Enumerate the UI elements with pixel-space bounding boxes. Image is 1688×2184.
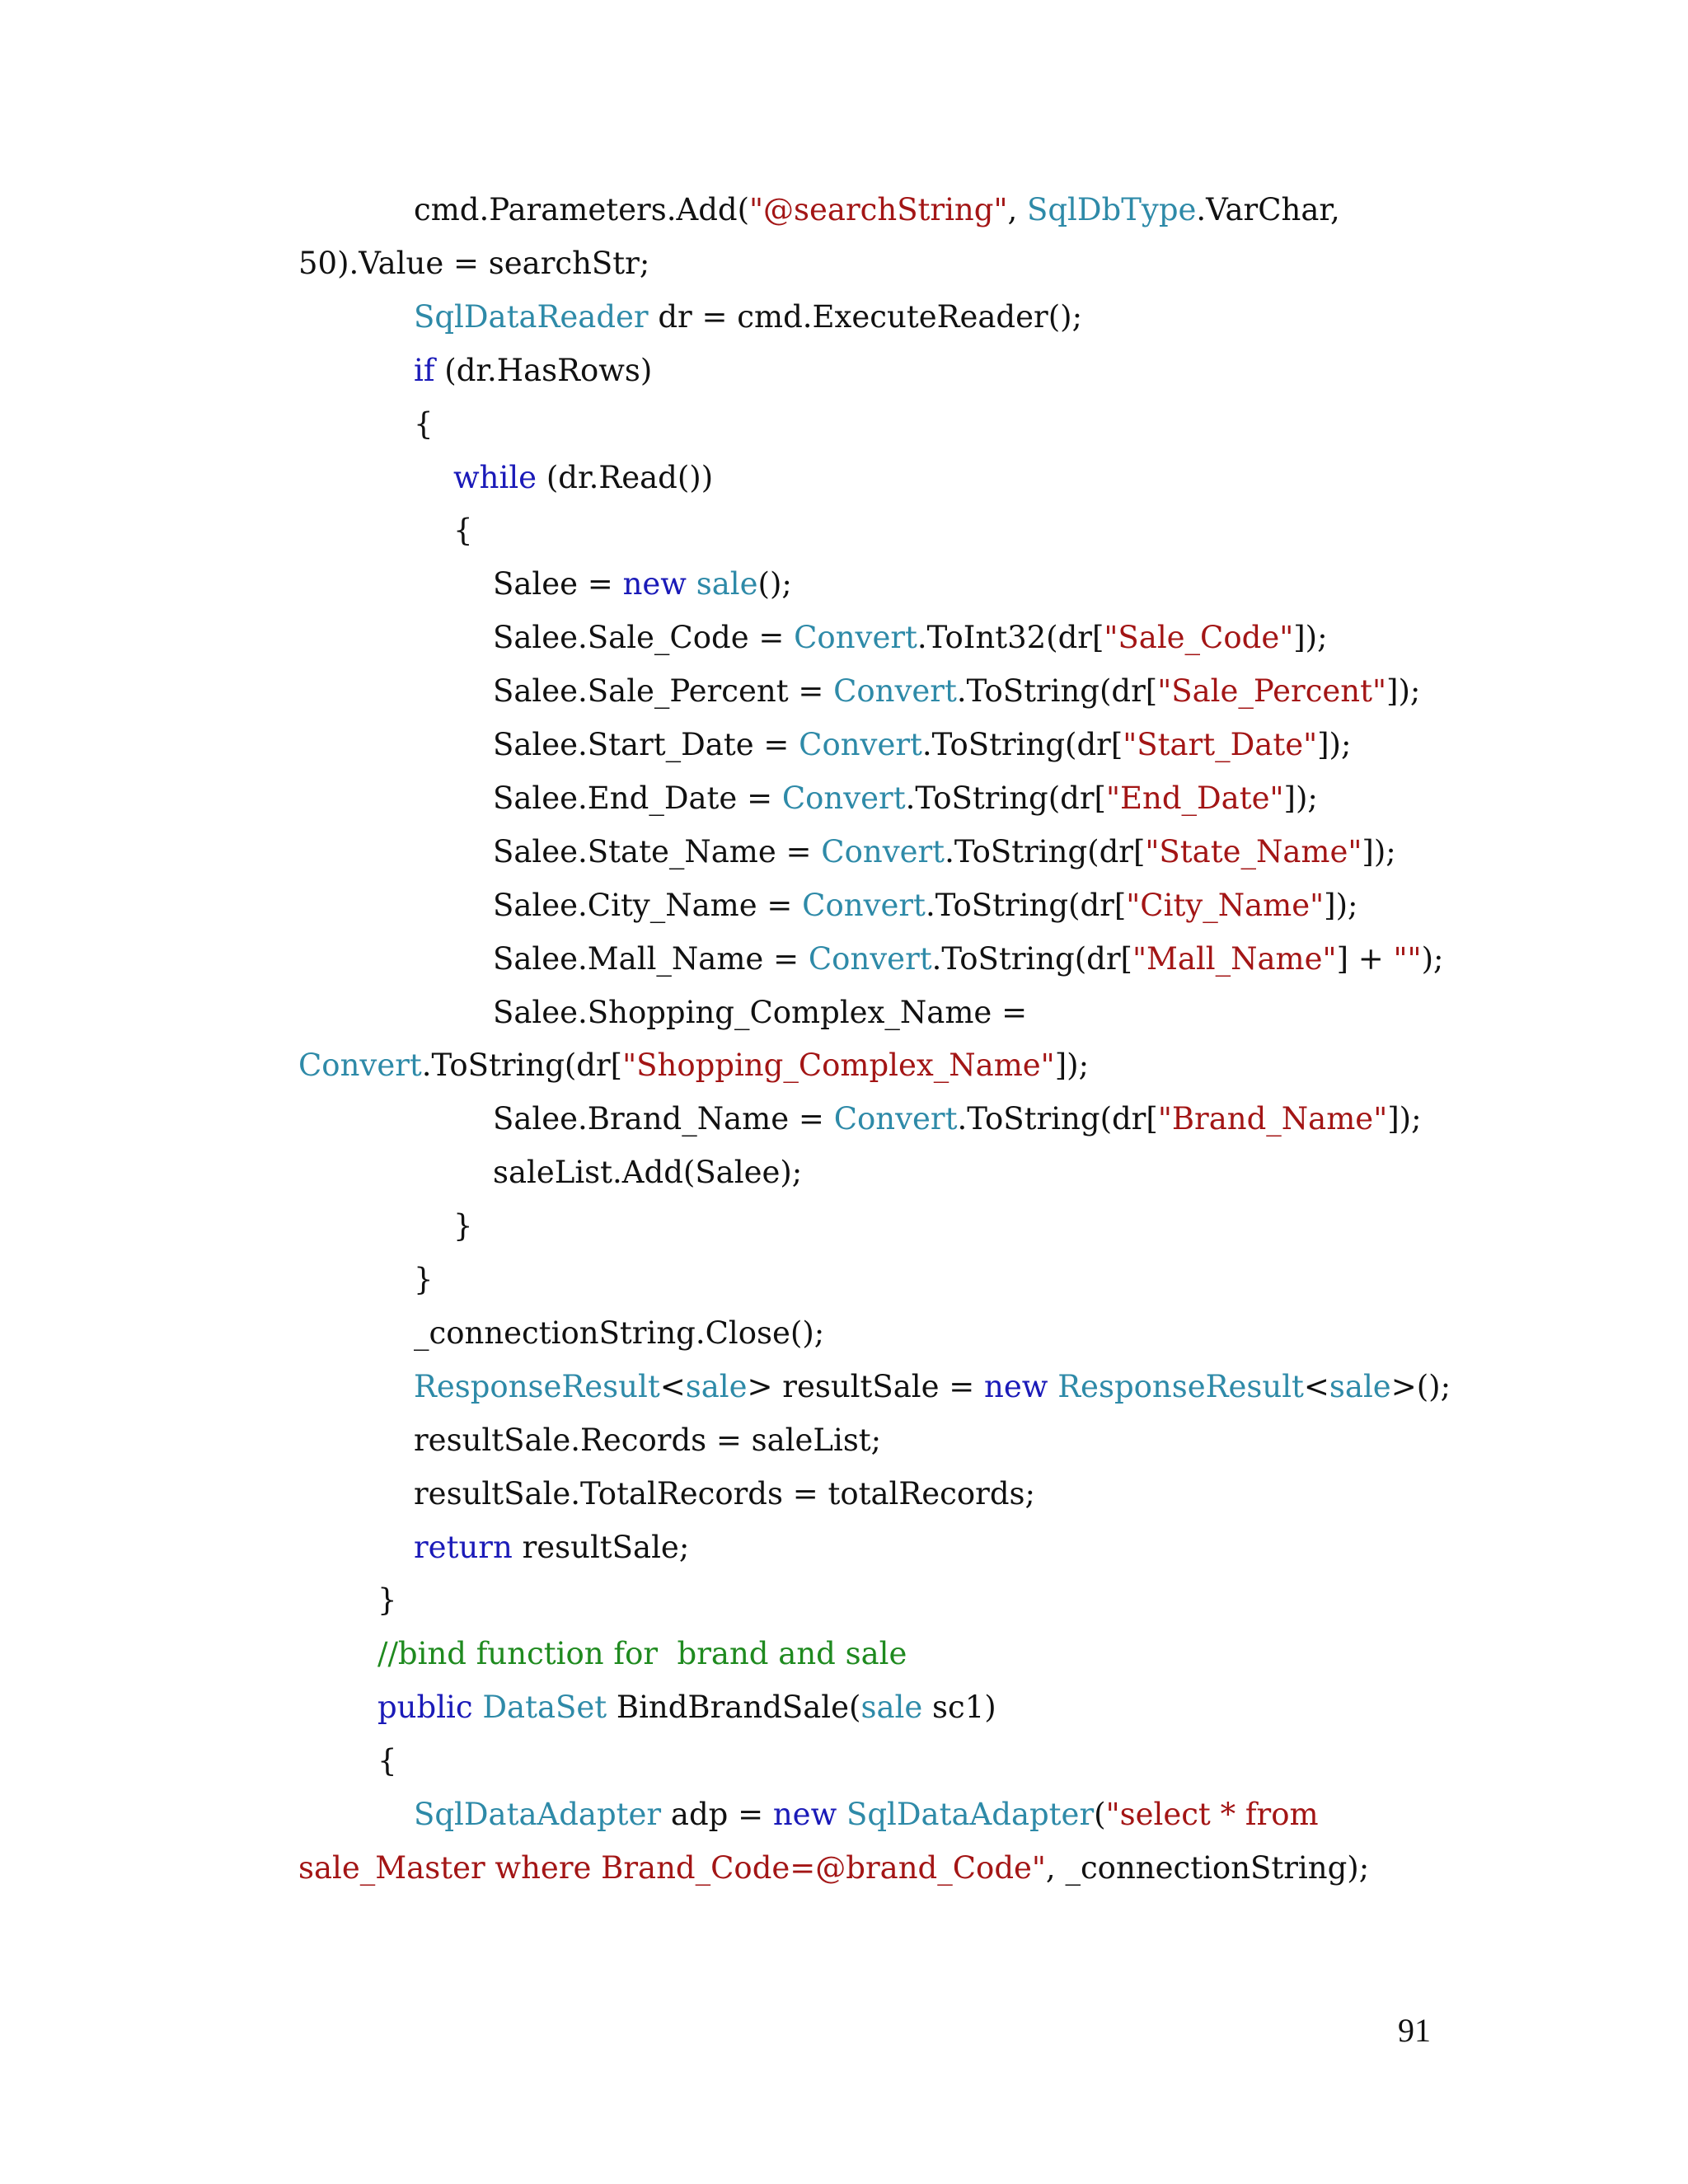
code-token-text: .ToInt32(dr[: [917, 620, 1104, 655]
code-token-text: Salee.City_Name =: [493, 888, 803, 923]
code-token-type: Convert: [833, 673, 957, 709]
code-line: [493, 1157, 802, 1188]
code-token-text: sc1): [922, 1690, 996, 1725]
code-token-text: Salee.End_Date =: [493, 780, 782, 816]
code-token-text: .ToString(dr[: [957, 1101, 1158, 1137]
code-token-string: "Start_Date": [1123, 727, 1318, 762]
code-token-text: resultSale;: [512, 1530, 690, 1565]
code-line: [453, 1208, 473, 1244]
code-token-type: SqlDataAdapter: [414, 1797, 662, 1832]
code-token-keyword: new: [772, 1797, 837, 1832]
code-token-type: ResponseResult: [414, 1369, 660, 1404]
code-line: [377, 1743, 397, 1779]
code-token-text: Salee =: [493, 566, 623, 602]
code-line: [493, 673, 1421, 709]
code-token-text: [837, 1797, 846, 1832]
code-token-text: Salee.Shopping_Complex_Name =: [493, 995, 1028, 1030]
code-line: [377, 1690, 996, 1725]
code-token-string: "@searchString": [749, 192, 1008, 227]
code-token-text: .ToString(dr[: [905, 780, 1106, 816]
code-token-type: sale: [685, 1369, 748, 1404]
code-token-text: resultSale.TotalRecords = totalRecords;: [414, 1476, 1035, 1511]
code-line: [298, 248, 649, 279]
code-line: [493, 941, 1444, 977]
code-token-text: Salee.Sale_Code =: [493, 620, 795, 655]
code-line: [298, 1047, 1090, 1083]
code-line: [493, 1101, 1422, 1137]
code-token-text: cmd.Parameters.Add(: [414, 192, 749, 227]
page-number: 91: [1398, 2012, 1431, 2049]
code-line: [414, 355, 652, 386]
code-token-text: 50).Value = searchStr;: [298, 246, 650, 281]
code-token-text: Salee.Mall_Name =: [493, 941, 809, 977]
code-token-type: Convert: [799, 727, 922, 762]
code-token-string: "Brand_Name": [1157, 1101, 1388, 1137]
code-token-text: {: [453, 513, 473, 548]
code-token-type: Convert: [808, 941, 932, 977]
code-token-type: Convert: [833, 1101, 958, 1137]
code-token-string: "Sale_Percent": [1157, 673, 1387, 709]
code-line: [493, 834, 1396, 869]
code-line: [414, 194, 1340, 225]
code-token-string: "": [1393, 941, 1422, 977]
code-line: [414, 406, 434, 442]
code-token-text: _connectionString.Close();: [414, 1315, 825, 1351]
code-token-string: sale_Master where Brand_Code=@brand_Code": [298, 1850, 1046, 1886]
code-token-text: <: [1303, 1369, 1329, 1404]
code-token-string: "Sale_Code": [1104, 620, 1294, 655]
code-token-text: ]);: [1283, 780, 1318, 816]
code-token-text: saleList.Add(Salee);: [493, 1155, 803, 1190]
code-line: [414, 1476, 1035, 1511]
code-token-text: ]);: [1317, 727, 1352, 762]
code-token-type: SqlDataAdapter: [846, 1797, 1095, 1832]
code-line: [453, 462, 713, 493]
code-line: [414, 1799, 1319, 1830]
code-token-text: .ToString(dr[: [956, 673, 1158, 709]
code-line: [377, 1638, 907, 1669]
code-line: [453, 515, 473, 546]
code-token-keyword: if: [414, 353, 435, 388]
code-token-text: >();: [1390, 1369, 1451, 1404]
code-token-text: {: [414, 406, 434, 442]
code-token-text: > resultSale =: [747, 1369, 985, 1404]
code-token-type: sale: [860, 1690, 923, 1725]
code-token-text: ]);: [1293, 620, 1328, 655]
code-token-text: }: [414, 1262, 434, 1297]
code-token-text: resultSale.Records = saleList;: [414, 1422, 882, 1458]
code-token-text: }: [453, 1208, 473, 1244]
code-line: [414, 1422, 882, 1458]
code-token-type: ResponseResult: [1057, 1369, 1304, 1404]
code-token-text: ]);: [1054, 1047, 1090, 1083]
code-token-keyword: new: [984, 1369, 1048, 1404]
code-line: [414, 299, 1083, 335]
code-token-text: ();: [757, 566, 792, 602]
code-token-string: "select * from: [1105, 1797, 1319, 1832]
code-token-string: "End_Date": [1105, 780, 1284, 816]
code-line: [493, 780, 1318, 816]
code-token-text: , _connectionString);: [1045, 1850, 1370, 1886]
code-token-type: DataSet: [482, 1690, 607, 1725]
code-token-text: {: [377, 1743, 397, 1779]
code-line: [493, 729, 1351, 760]
code-token-text: );: [1421, 941, 1444, 977]
code-token-type: Convert: [794, 620, 917, 655]
code-token-type: sale: [1329, 1369, 1391, 1404]
code-token-type: Convert: [298, 1047, 422, 1083]
code-token-text: Salee.Start_Date =: [493, 727, 799, 762]
code-token-type: Convert: [781, 780, 906, 816]
code-token-text: .ToString(dr[: [421, 1047, 623, 1083]
code-line: [414, 1371, 1451, 1402]
code-token-text: ,: [1007, 192, 1028, 227]
code-token-text: <: [659, 1369, 686, 1404]
code-token-comment: //bind function for brand and sale: [377, 1636, 907, 1671]
code-token-text: [473, 1690, 483, 1725]
code-token-string: "Mall_Name": [1132, 941, 1337, 977]
code-token-text: .ToString(dr[: [925, 888, 1127, 923]
code-token-text: .ToString(dr[: [945, 834, 1146, 869]
code-token-text: (dr.HasRows): [434, 353, 653, 388]
code-token-text: BindBrandSale(: [607, 1690, 861, 1725]
code-token-text: ]);: [1324, 888, 1358, 923]
code-token-text: (dr.Read()): [537, 460, 714, 495]
code-token-text: ] +: [1336, 941, 1394, 977]
code-token-text: ]);: [1386, 673, 1421, 709]
code-line: [414, 1315, 825, 1351]
code-token-type: Convert: [802, 888, 926, 923]
code-token-keyword: public: [377, 1690, 473, 1725]
code-token-keyword: while: [453, 460, 537, 495]
code-token-text: adp =: [661, 1797, 773, 1832]
code-line: [414, 1264, 434, 1295]
code-token-string: "State_Name": [1145, 834, 1362, 869]
code-token-text: .ToString(dr[: [931, 941, 1132, 977]
code-token-text: [1048, 1369, 1057, 1404]
code-token-text: ]);: [1387, 1101, 1422, 1137]
code-token-text: [687, 566, 696, 602]
code-token-text: Salee.Sale_Percent =: [493, 673, 834, 709]
code-token-string: "Shopping_Complex_Name": [622, 1047, 1055, 1083]
code-line: [493, 997, 1027, 1028]
code-line: [493, 622, 1328, 653]
code-token-text: .VarChar,: [1196, 192, 1340, 227]
code-token-text: }: [377, 1582, 397, 1618]
code-token-text: Salee.Brand_Name =: [493, 1101, 834, 1137]
code-token-type: SqlDbType: [1027, 192, 1197, 227]
code-line: [377, 1582, 397, 1618]
code-line: [493, 890, 1358, 921]
code-token-keyword: new: [622, 566, 687, 602]
code-token-text: (: [1094, 1797, 1106, 1832]
code-token-text: Salee.State_Name =: [493, 834, 822, 869]
code-token-text: dr = cmd.ExecuteReader();: [648, 299, 1083, 335]
code-line: [298, 1850, 1370, 1886]
code-line: [414, 1532, 689, 1563]
code-token-keyword: return: [414, 1530, 513, 1565]
code-token-type: sale: [696, 566, 758, 602]
code-token-string: "City_Name": [1126, 888, 1325, 923]
code-line: [493, 566, 792, 602]
code-token-type: Convert: [821, 834, 945, 869]
code-token-type: SqlDataReader: [414, 299, 649, 335]
code-token-text: ]);: [1362, 834, 1396, 869]
code-token-text: .ToString(dr[: [921, 727, 1123, 762]
